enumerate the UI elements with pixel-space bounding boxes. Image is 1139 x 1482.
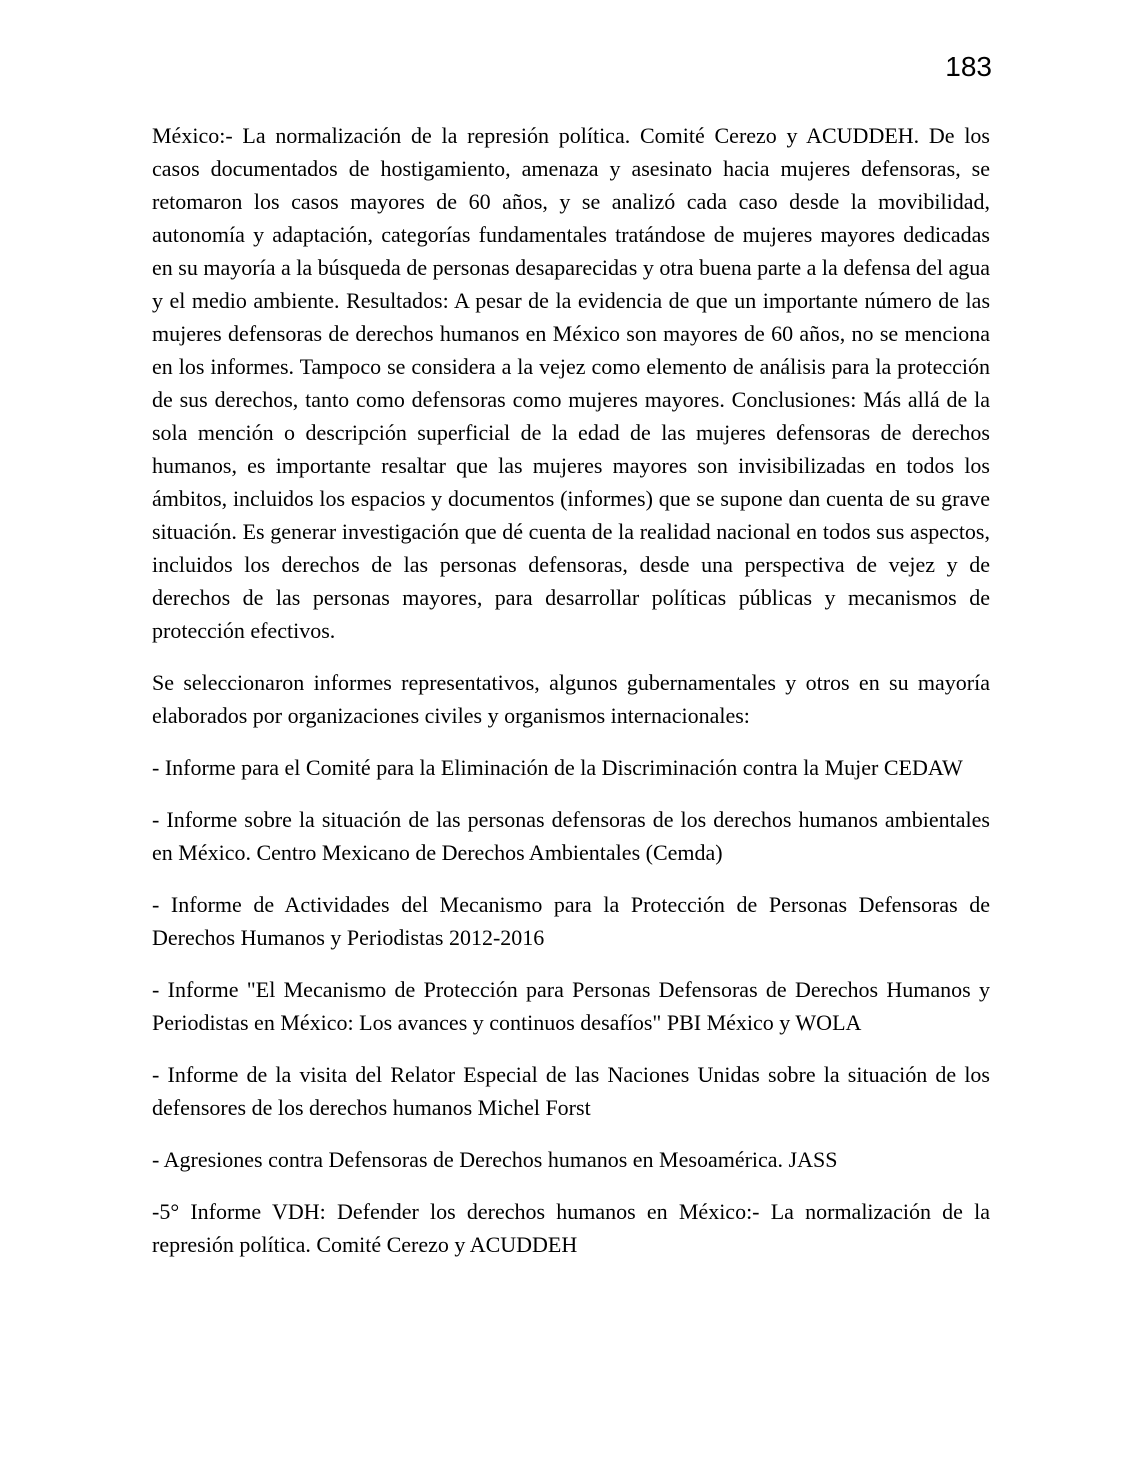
list-item: - Informe "El Mecanismo de Protección para Personas Defensoras de Derechos Humanos y Periodistas en México: Los avances y continuos desafíos" PBI México y WOLA [152,977,990,1035]
list-item: - Agresiones contra Defensoras de Derechos humanos en Mesoamérica. JASS [152,1147,838,1172]
body-paragraph: Se seleccionaron informes representativos, algunos gubernamentales y otros en su mayoría elaborados por organizaciones civiles y organismos internacionales: [152,670,990,728]
body-paragraph: México:- La normalización de la represión política. Comité Cerezo y ACUDDEH. De los casos documentados de hostigamiento, amenaza y asesinato hacia mujeres defensoras, se retomaron los casos mayores de 60 años, y se analizó cada caso desde la movibilidad, autonomía y adaptación, categorías fundamentales tratándose de mujeres mayores dedicadas en su mayoría a la búsqueda de personas desaparecidas y otra buena parte a la defensa del agua y el medio ambiente. Resultados: A pesar de la evidencia de que un importante número de las mujeres defensoras de derechos humanos en México son mayores de 60 años, no se menciona en los informes. Tampoco se considera a la vejez como elemento de análisis para la protección de sus derechos, tanto como defensoras como mujeres mayores. Conclusiones: Más allá de la sola mención o descripción superficial de la edad de las mujeres defensoras de derechos humanos, es importante resaltar que las mujeres mayores son invisibilizadas en todos los ámbitos, incluidos los espacios y documentos (informes) que se supone dan cuenta de su grave situación. Es generar investigación que dé cuenta de la realidad nacional en todos sus aspectos, incluidos los derechos de las personas defensoras, desde una perspectiva de vejez y de derechos de las personas mayores, para desarrollar políticas públicas y mecanismos de protección efectivos. [152,123,990,643]
list-item: - Informe de Actividades del Mecanismo para la Protección de Personas Defensoras de Derechos Humanos y Periodistas 2012-2016 [152,892,990,950]
list-item: - Informe para el Comité para la Eliminación de la Discriminación contra la Mujer CEDAW [152,755,963,780]
list-item: -5° Informe VDH: Defender los derechos humanos en México:- La normalización de la represión política. Comité Cerezo y ACUDDEH [152,1199,990,1257]
list-item: - Informe de la visita del Relator Especial de las Naciones Unidas sobre la situación de los defensores de los derechos humanos Michel Forst [152,1062,990,1120]
page-body [152,119,990,1261]
list-item: - Informe sobre la situación de las personas defensoras de los derechos humanos ambientales en México. Centro Mexicano de Derechos Ambientales (Cemda) [152,807,990,865]
page-number: 183 [945,51,992,82]
